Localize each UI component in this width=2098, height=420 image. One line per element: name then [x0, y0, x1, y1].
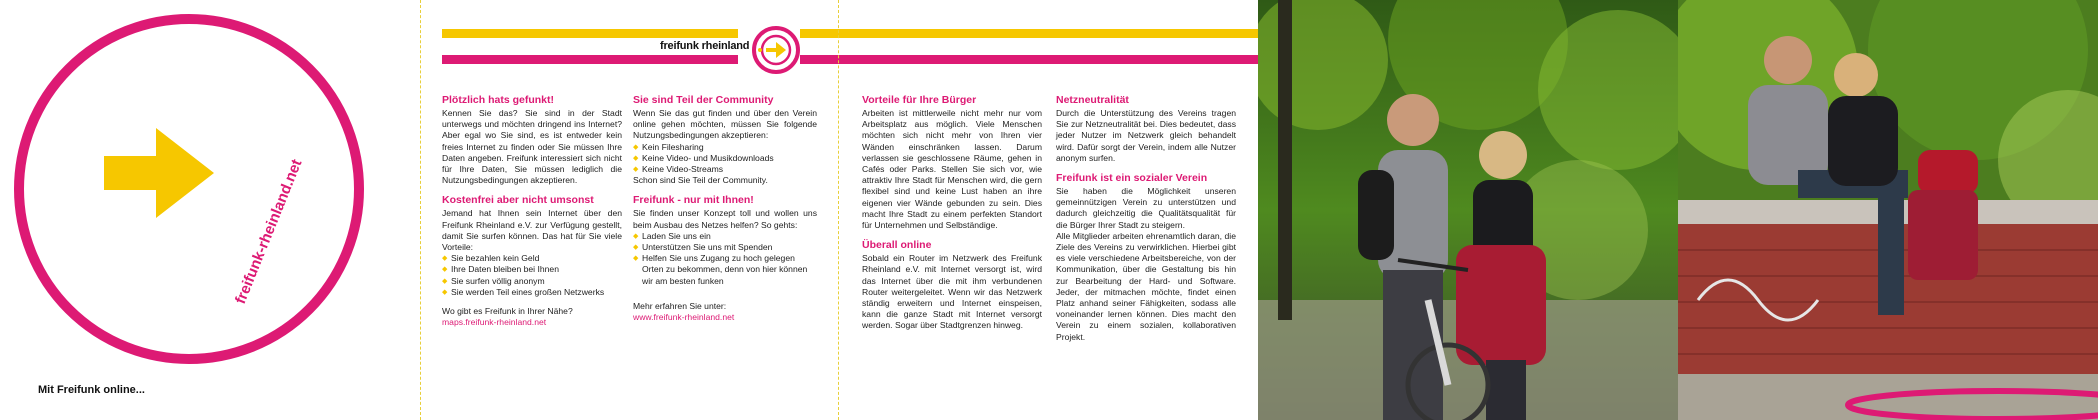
heading-ueberall-online: Überall online — [862, 239, 932, 252]
header-band-pink — [442, 55, 738, 64]
paragraph-community: Wenn Sie das gut finden und über den Verein online gehen möchten, müssen Sie folgende Nutzungsbedingungen akzeptieren: — [633, 108, 817, 141]
cover-panel — [0, 0, 420, 420]
fold-line — [838, 0, 839, 420]
heading-community: Sie sind Teil der Community — [633, 94, 774, 106]
heading-sozialer-verein: Freifunk ist ein sozialer Verein — [1056, 172, 1208, 185]
header-band-yellow-right — [800, 29, 1260, 38]
maps-link[interactable]: maps.freifunk-rheinland.net — [442, 317, 547, 328]
paragraph-vorteile: Arbeiten ist mittlerweile nicht mehr nur vom Arbeitsplatz aus möglich. Viele Menschen möchten sich nicht mehr von Ihren vier Wänden einschränken lassen. Darum verlassen sie geschlossene Räume, gehen in Cafés oder Parks. Stellen Sie sich vor, wie attraktiv Ihre Stadt für Menschen wird, die gern flexibel sind und keine Lust haben an ihre eigenen vier Wände gebunden zu sein. Dies macht Ihre Stadt zu einem perfekten Standort für Unternehmen und Selbständige. — [862, 108, 1042, 231]
header-band-yellow — [442, 29, 738, 38]
community-after: Schon sind Sie Teil der Community. — [633, 175, 768, 186]
fold-line — [420, 0, 421, 420]
paragraph-ploetzlich: Kennen Sie das? Sie sind in der Stadt unterwegs und möchten dringend ins Internet? Aber egal wo Sie sind, es ist entweder kein freies Internet zu finden oder Sie müssen Ihre Daten angeben. Freifunk interessiert sich nicht für Ihre Daten, Sie müssen lediglich die Nutzungsbedingungen akzeptieren. — [442, 108, 622, 186]
list-item: ◆ Helfen Sie uns Zugang zu hoch gelegen Orten zu bekommen, denn von hier können wir am besten funken — [633, 253, 817, 287]
photo-couple-on-wall — [1678, 0, 2098, 420]
list-item: ◆ Unterstützen Sie uns mit Spenden — [633, 242, 817, 253]
logo-text: freifunk rheinland — [660, 40, 750, 52]
list-item: ◆ Keine Video- und Musikdownloads — [633, 153, 817, 164]
logo-icon — [752, 26, 800, 74]
list-item: ◆ Ihre Daten bleiben bei Ihnen — [442, 264, 622, 275]
arrow-right-icon — [104, 128, 214, 218]
paragraph-sozialer-verein: Sie haben die Möglichkeit unseren gemeinnützigen Verein zu unterstützen und dadurch gleichzeitig die Qualitätsqualität für die Bürger Ihrer Stadt zu steigern. — [1056, 186, 1236, 230]
heading-netzneutralitaet: Netzneutralität — [1056, 94, 1129, 106]
list-item: ◆ Sie bezahlen kein Geld — [442, 253, 622, 264]
cover-tagline: Mit Freifunk online... — [38, 384, 145, 396]
cover-url: freifunk-rheinland.net — [232, 157, 306, 307]
list-item: ◆ Keine Video-Streams — [633, 164, 817, 175]
paragraph-mitglieder: Alle Mitglieder arbeiten ehrenamtlich daran, die Ziele des Vereins zu verwirklichen. Hierbei gibt es viele verschiedene Arbeitsbereiche, von der Kommunikation, über die Gestaltung bis hin zur Bearbeitung der Hard- und Software. Jeder, der mitmachen möchte, findet einen Platz anhand seiner Fähigkeiten, sodass alle voneinander lernen können. Dies macht den Verein zu einem sozialen, kollaborativen Projekt. — [1056, 230, 1236, 342]
text-column-2 — [633, 94, 817, 331]
heading-nur-mit-ihnen: Freifunk - nur mit Ihnen! — [633, 194, 754, 207]
text-column-4 — [1056, 94, 1236, 351]
heading-vorteile: Vorteile für Ihre Bürger — [862, 94, 977, 106]
paragraph-kostenfrei: Jemand hat Ihnen sein Internet über den Freifunk Rheinland e.V. zur Verfügung gestellt, damit Sie surfen können. Das hat für Sie viele Vorteile: — [442, 208, 622, 253]
photo-couple-with-bike — [1258, 0, 1678, 420]
more-info-text: Mehr erfahren Sie unter: — [633, 300, 727, 311]
question-text: Wo gibt es Freifunk in Ihrer Nähe? — [442, 306, 573, 317]
advantages-list — [442, 253, 622, 298]
paragraph-nur-mit-ihnen: Sie finden unser Konzept toll und wollen uns beim Ausbau des Netzes helfen? So gehts: — [633, 208, 817, 230]
list-item: ◆ Sie werden Teil eines großen Netzwerks — [442, 287, 622, 298]
paragraph-ueberall-online: Sobald ein Router im Netzwerk des Freifunk Rheinland e.V. mit Internet versorgt ist, wird das Internet über die mit ihm verbundenen Router weitergeleitet. Wenn wir das Netzwerk ständig erweitern und Internet einspeisen, kann die ganze Stadt mit Internet versorgt werden. Sogar über Stadtgrenzen hinweg. — [862, 253, 1042, 331]
paragraph-netzneutralitaet: Durch die Unterstützung des Vereins tragen Sie zur Netzneutralität bei. Dies bedeutet, dass jeder Nutzer im Netzwerk gleich behandelt wird. Dafür sorgt der Verein, indem alle Nutzer anonym surfen. — [1056, 108, 1236, 163]
text-column-3 — [862, 94, 1042, 340]
terms-list — [633, 142, 817, 176]
text-column-1 — [442, 94, 622, 336]
help-list — [633, 231, 817, 287]
heading-kostenfrei: Kostenfrei aber nicht umsonst — [442, 194, 594, 207]
list-item: ◆ Kein Filesharing — [633, 142, 817, 153]
heading-ploetzlich: Plötzlich hats gefunkt! — [442, 94, 555, 106]
header-band-pink-right — [800, 55, 1260, 64]
website-link[interactable]: www.freifunk-rheinland.net — [633, 312, 735, 323]
list-item: ◆ Laden Sie uns ein — [633, 231, 817, 242]
list-item: ◆ Sie surfen völlig anonym — [442, 276, 622, 287]
